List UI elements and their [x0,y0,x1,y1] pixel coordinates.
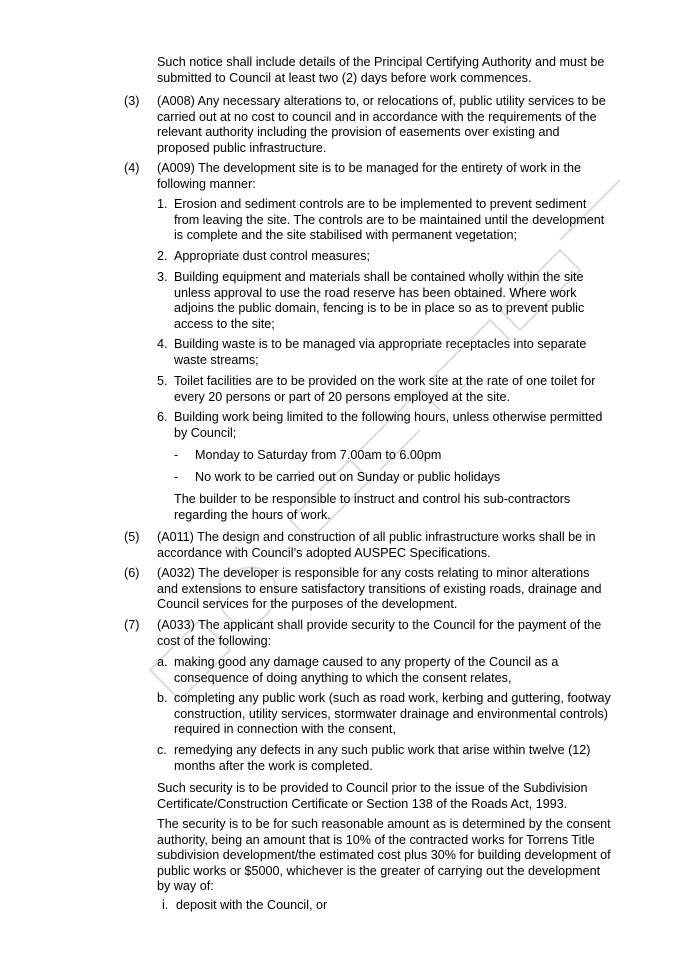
list-item-number: 3. [157,270,168,284]
list-item-number: 4. [157,337,168,351]
roman-list-text: deposit with the Council, or [176,898,328,912]
list-item-text: Appropriate dust control measures; [174,249,371,263]
list-item-text: Building equipment and materials shall be contained wholly within the site unless approval to use the road reserve has been obtained. Where work adjoins the public domain, fencing is to be in place so as to prevent public access to the site; [174,270,585,331]
dash-bullet: - [174,470,179,484]
list-item-number: 6. [157,410,168,424]
item-number: (4) [124,161,140,175]
security-paragraph: Such security is to be provided to Council prior to the issue of the Subdivision Certificate/Construction Certificate or Section 138 of the Roads Act, 1993. [157,781,588,811]
list-item-number: b. [157,691,168,705]
item-text: (A033) The applicant shall provide security to the Council for the payment of the cost of the following: [157,618,602,648]
item-number: (7) [124,618,140,632]
list-item-text: completing any public work (such as road work, kerbing and guttering, footway construction, utility services, stormwater drainage and environmental controls) required in connection with the consent, [174,691,611,737]
list-item-text: Erosion and sediment controls are to be implemented to prevent sediment from leaving the site. The controls are to be maintained until the development is complete and the site stabilised with permanent vegetation; [174,197,605,243]
roman-list-number: i. [162,898,169,912]
security-amount-paragraph: The security is to be for such reasonable amount as is determined by the consent authority, being an amount that is 10% of the contracted works for Torrens Title subdivision development/the estimated cost plus 30% for building development of public works or $5000, whichever is the greater of carrying out the development by way of: [157,817,611,894]
item-number: (5) [124,530,140,544]
item-number: (3) [124,94,140,108]
list-item-text: Building work being limited to the following hours, unless otherwise permitted by Council; [174,410,603,440]
list-item-number: 1. [157,197,168,211]
list-item-number: a. [157,655,168,669]
list-item-text: making good any damage caused to any property of the Council as a consequence of doing anything to which the consent relates, [174,655,559,685]
list-item-text: Building waste is to be managed via appropriate receptacles into separate waste streams; [174,337,587,367]
builder-note: The builder to be responsible to instruct and control his sub-contractors regarding the hours of work. [174,492,571,522]
list-item-number: c. [157,743,167,757]
list-item-number: 2. [157,249,168,263]
item-text: (A008) Any necessary alterations to, or relocations of, public utility services to be carried out at no cost to council and in accordance with the requirements of the relevant authority including the provision of easements over existing and proposed public infrastructure. [157,94,606,155]
list-item-text: remedying any defects in any such public work that arise within twelve (12) months after the work is completed. [174,743,591,773]
item-text: (A032) The developer is responsible for any costs relating to minor alterations and extensions to ensure satisfactory transitions of existing roads, drainage and Council services for the purposes of the development. [157,566,602,612]
dash-bullet: - [174,448,179,462]
item-text: (A009) The development site is to be managed for the entirety of work in the following manner: [157,161,581,191]
list-item-text: Toilet facilities are to be provided on the work site at the rate of one toilet for every 20 persons or part of 20 persons employed at the site. [174,374,596,404]
list-item-number: 5. [157,374,168,388]
intro-paragraph: Such notice shall include details of the Principal Certifying Authority and must be submitted to Council at least two (2) days before work commences. [157,55,605,85]
item-number: (6) [124,566,140,580]
hours-item-text: No work to be carried out on Sunday or public holidays [195,470,501,484]
item-text: (A011) The design and construction of all public infrastructure works shall be in accordance with Council’s adopted AUSPEC Specifications. [157,530,596,560]
hours-item-text: Monday to Saturday from 7.00am to 6.00pm [195,448,442,462]
